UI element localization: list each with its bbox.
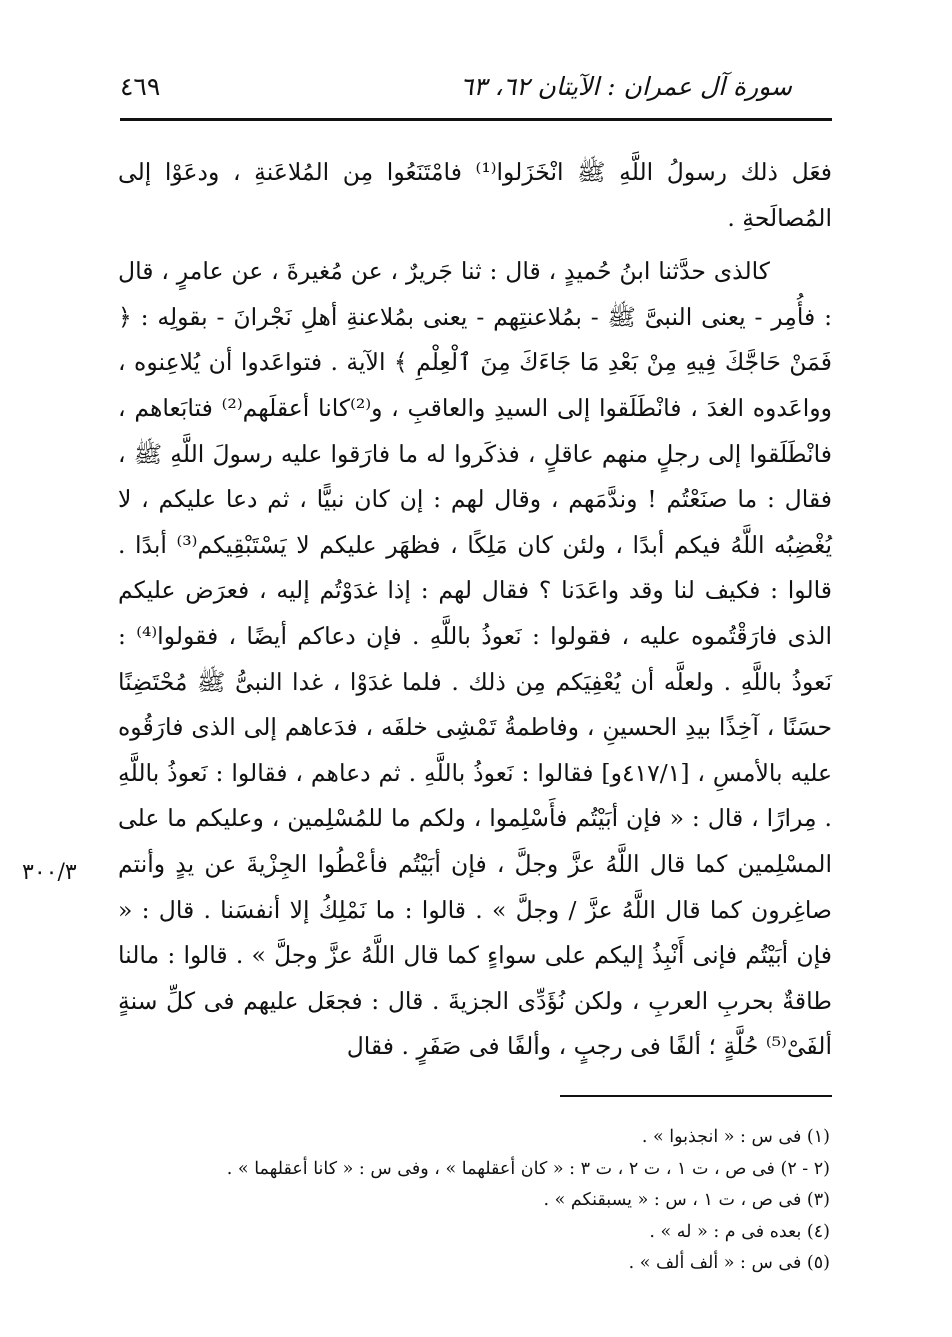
footnote: (٥) فى س : « ألف ألف » . <box>628 1253 830 1273</box>
page-header <box>120 68 832 108</box>
paragraph: فعَل ذلك رسولُ اللَّهِ ﷺ انْخَزَلوا⁽¹⁾ فامْتَنَعُوا مِن المُلاعَنةِ ، ودعَوْا إلى المُصالَحةِ . <box>118 158 832 232</box>
header-rule <box>120 118 832 121</box>
footnote: (٣) فى ص ، ت ١ ، س : « يسبقنكم » . <box>543 1190 830 1210</box>
paragraph: كالذى حدَّثنا ابنُ حُميدٍ ، قال : ثنا جَريرٌ ، عن مُغيرةَ ، عن عامرٍ ، قال : فأُمِر - يعنى النبىَّ ﷺ - بمُلاعنتِهم - يعنى بمُلاعنةِ أهلِ نَجْرانَ - بقولِه : ﴿ فَمَنْ حَاجَّكَ فِيهِ مِنْ بَعْدِ مَا جَاءَكَ مِنَ ٱلْعِلْمِ ﴾ الآية . فتواعَدوا أن يُلاعِنوه ، وواعَدوه الغدَ ، فانْطَلَقوا إلى السيدِ والعاقبِ ، و⁽²⁾كانا أعقلَهم⁽²⁾ فتابَعاهم ، فانْطَلَقوا إلى رجلٍ منهم عاقلٍ ، فذكَروا له ما فارَقوا عليه رسولَ اللَّهِ ﷺ ، فقال : ما صنَعْتُم ! وندَّمَهم ، وقال لهم : إن كان نبيًّا ، ثم دعا عليكم ، لا يُغْضِبُه اللَّهُ فيكم أبدًا ، ولئن كان مَلِكًا ، فظهَر عليكم لا يَسْتَبْقِيكم⁽³⁾ أبدًا . قالوا : فكيف لنا وقد واعَدَنا ؟ فقال لهم : إذا غدَوْتُم إليه ، فعرَض عليكم الذى فارَقْتُموه عليه ، فقولوا : نَعوذُ باللَّهِ . فإن دعاكم أيضًا ، فقولوا⁽⁴⁾ : نَعوذُ باللَّهِ . ولعلَّه أن يُعْفِيَكم مِن ذلك . فلما غدَوْا ، غدا النبىُّ ﷺ مُحْتَضِنًا حسَنًا ، آخِذًا بيدِ الحسينِ ، وفاطمةُ تَمْشِى خلفَه ، فدَعاهم إلى الذى فارَقُوه عليه بالأمسِ ، [٤١٧/١و] فقالوا : نَعوذُ باللَّهِ . ثم دعاهم ، فقالوا : نَعوذُ باللَّهِ . مِرارًا ، قال : « فإن أبَيْتُم فأَسْلِموا ، ولكم ما للمُسْلِمين ، وعليكم ما على المسْلِمين كما قال اللَّهُ عزَّ وجلَّ ، فإن أبَيْتُم فأعْطُوا الجِزْيةَ عن يدٍ وأنتم صاغِرون كما قال اللَّهُ عزَّ / وجلَّ » . قالوا : ما نَمْلِكُ إلا أنفسَنا . قال : « فإن أبَيْتُم فإنى أَنْبِذُ إليكم على سواءٍ كما قال اللَّهُ عزَّ وجلَّ » . قالوا : مالنا طاقةٌ بحربِ العربِ ، ولكن نُؤَدِّى الجزيةَ . قال : فجعَل عليهم فى كلِّ سنةٍ ألفَىْ⁽⁵⁾ حُلَّةٍ ؛ ألفًا فى رجبٍ ، وألفًا فى صَفَرٍ . فقال <box>118 257 832 1061</box>
footnote: (٢ - ٢) فى ص ، ت ١ ، ت ٢ ، ت ٣ : « كان أعقلهما » ، وفى س : « كانا أعقلهما » . <box>226 1158 830 1179</box>
running-title: سورة آل عمران : الآيتان ٦٢، ٦٣ <box>459 72 792 101</box>
footnote: (٤) بعده فى م : « له » . <box>649 1221 830 1242</box>
page-number: ٤٦٩ <box>120 72 161 101</box>
footnote-rule <box>560 1095 832 1097</box>
margin-reference: ٣٠٠/٣ <box>22 860 77 885</box>
footnotes <box>118 1122 830 1280</box>
footnote: (١) فى س : « انجذبوا » . <box>641 1127 830 1147</box>
main-text <box>118 150 832 1070</box>
